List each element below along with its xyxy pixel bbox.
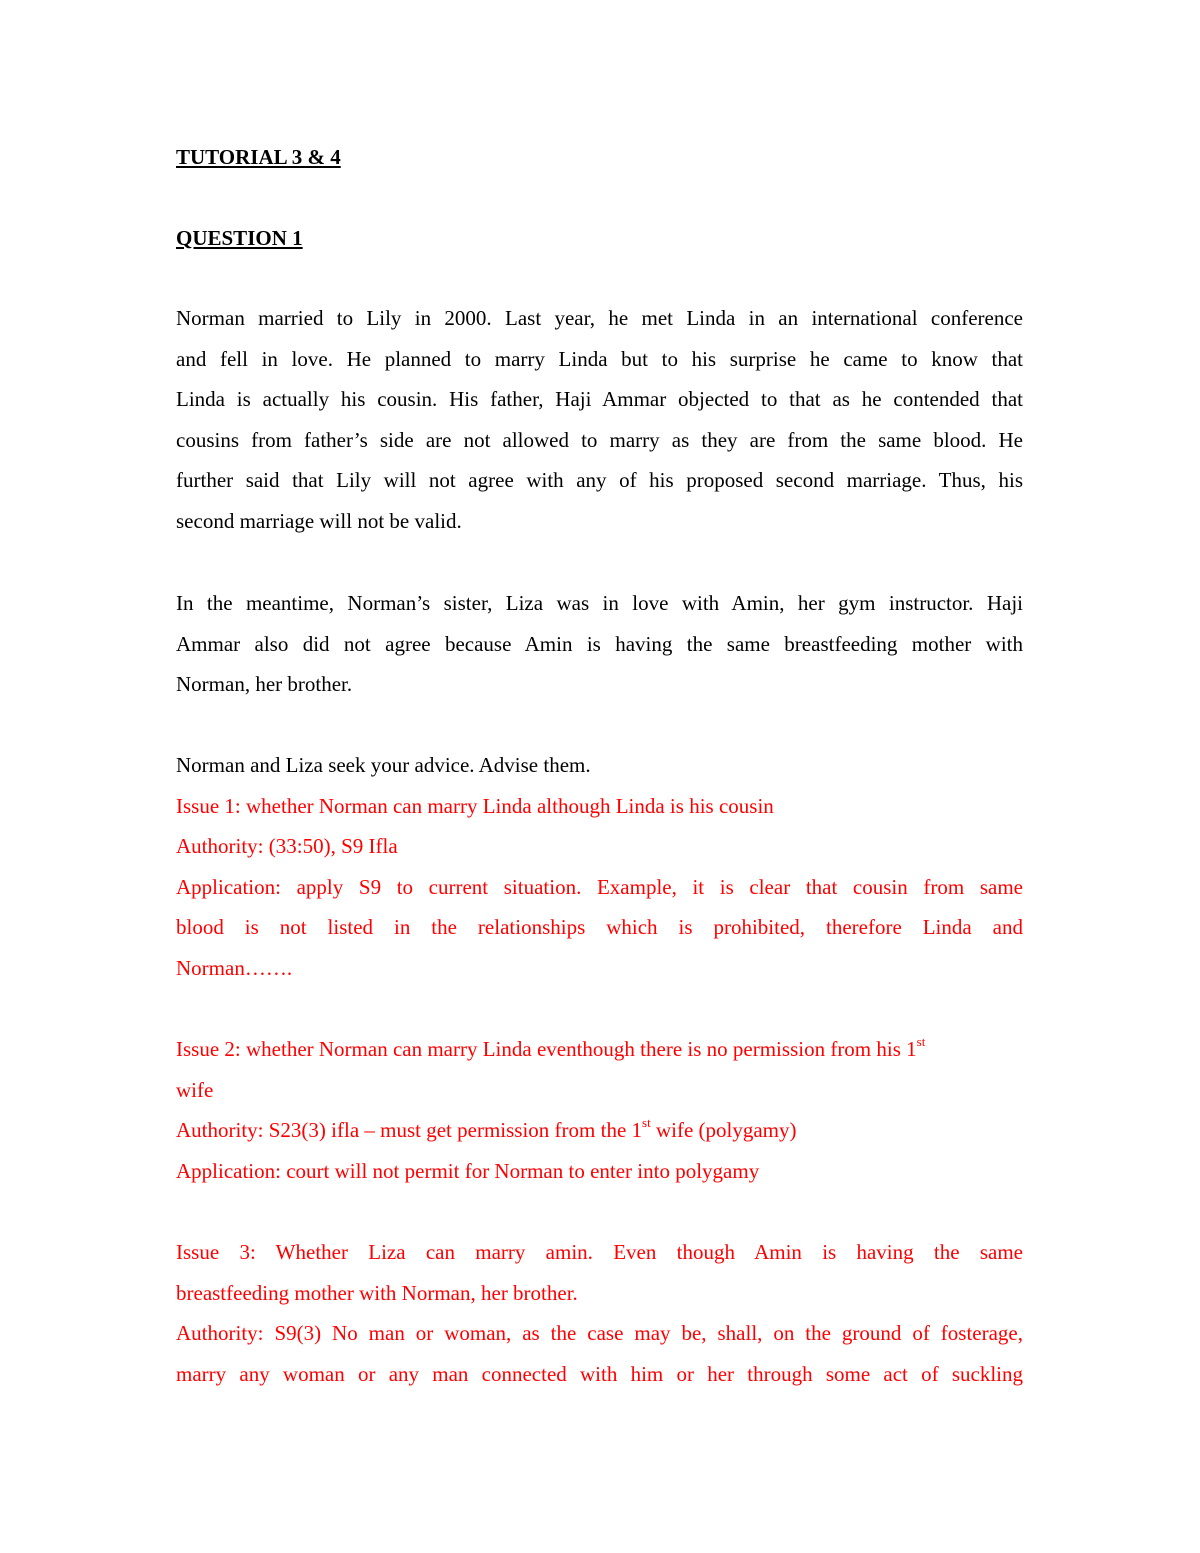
- text-line: cousins from father’s side are not allowed to marry as they are from the same blood. He: [176, 427, 1023, 452]
- issue-3-statement-line: Issue 3: Whether Liza can marry amin. Even though Amin is having the same: [176, 1240, 1023, 1264]
- question-heading: QUESTION 1: [176, 226, 303, 250]
- text-line: Norman, her brother.: [176, 672, 353, 697]
- ordinal-suffix: st: [916, 1034, 926, 1049]
- text-line: Linda is actually his cousin. His father, Haji Ammar objected to that as he contended that: [176, 387, 1023, 412]
- issue-2-statement: [176, 1029, 1023, 1070]
- text-line: and fell in love. He planned to marry Linda but to his surprise he came to know that: [176, 346, 1023, 371]
- document-title: TUTORIAL 3 & 4: [176, 145, 341, 169]
- issue-3-authority-line: Authority: S9(3) No man or woman, as the case may be, shall, on the ground of fosterage,: [176, 1321, 1023, 1346]
- text-line: Ammar also did not agree because Amin is having the same breastfeeding mother with: [176, 631, 1023, 656]
- issue-1-statement: Issue 1: whether Norman can marry Linda although Linda is his cousin: [176, 793, 774, 818]
- issue-1-application-line: Norman…….: [176, 955, 293, 980]
- scenario-paragraph-1: [176, 298, 1023, 542]
- issue-3-block: [176, 1232, 1023, 1394]
- scenario-paragraph-2: [176, 583, 1023, 705]
- issue-3-statement-line: breastfeeding mother with Norman, her brother.: [176, 1280, 578, 1305]
- advice-prompt-and-issue-1: [176, 745, 1023, 989]
- issue-2-authority: [176, 1110, 1023, 1151]
- ordinal-suffix: st: [642, 1115, 651, 1131]
- issue-3-authority-line: marry any woman or any man connected with him or her through some act of suckling: [176, 1361, 1023, 1386]
- issue-1-application-line: blood is not listed in the relationships which is prohibited, therefore Linda and: [176, 915, 1023, 940]
- issue-1-authority: Authority: (33:50), S9 Ifla: [176, 834, 398, 859]
- issue-2-statement-continued: wife: [176, 1077, 214, 1102]
- text-line: In the meantime, Norman’s sister, Liza was in love with Amin, her gym instructor. Haji: [176, 591, 1023, 615]
- advice-prompt: Norman and Liza seek your advice. Advise them.: [176, 753, 591, 777]
- issue-2-authority-tail: wife (polygamy): [650, 1118, 797, 1143]
- issue-2-statement-text: Issue 2: whether Norman can marry Linda eventhough there is no permission from his 1: [176, 1037, 917, 1061]
- issue-2-block: [176, 1029, 1023, 1191]
- text-line: Norman married to Lily in 2000. Last year, he met Linda in an international conference: [176, 306, 1023, 330]
- issue-1-application-line: Application: apply S9 to current situation. Example, it is clear that cousin from same: [176, 874, 1023, 899]
- issue-2-application: Application: court will not permit for Norman to enter into polygamy: [176, 1158, 760, 1183]
- issue-2-authority-text: Authority: S23(3) ifla – must get permission from the 1: [176, 1118, 643, 1143]
- text-line: second marriage will not be valid.: [176, 508, 462, 533]
- text-line: further said that Lily will not agree with any of his proposed second marriage. Thus, his: [176, 468, 1023, 493]
